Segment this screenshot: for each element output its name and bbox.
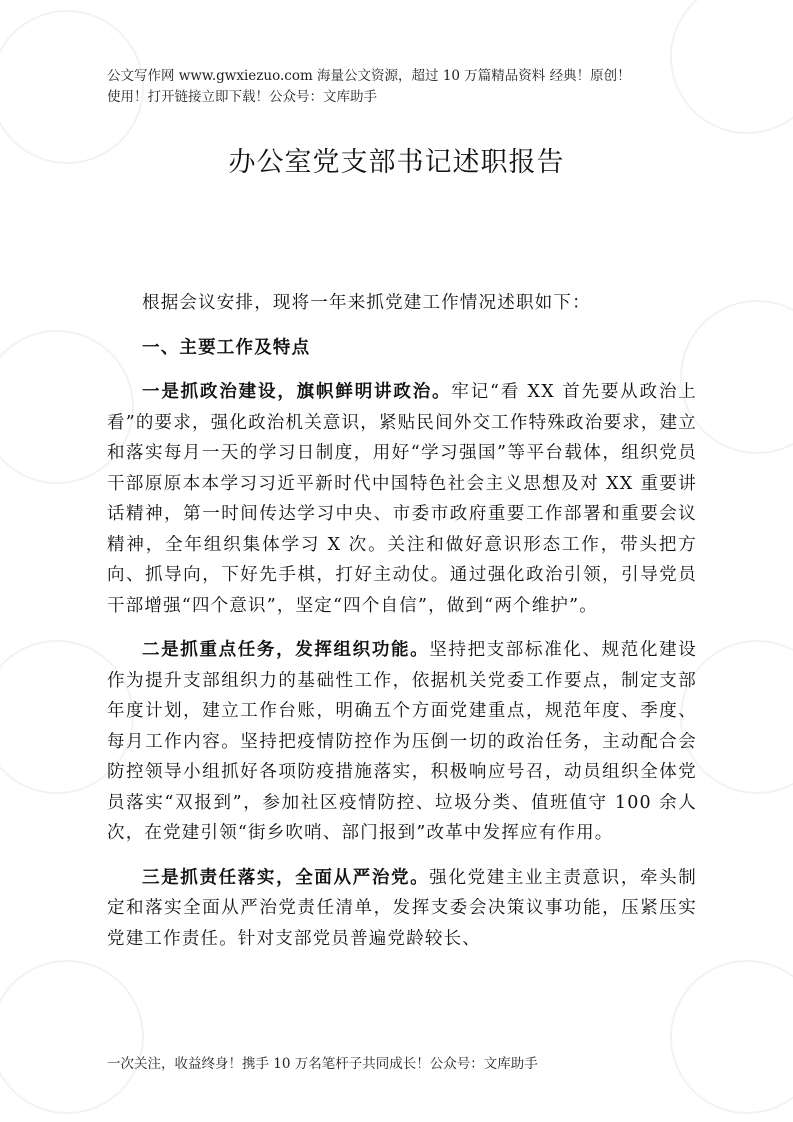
paragraph-text: 强化党建主业主责意识，牵头制定和落实全面从严治党责任清单，发挥支委会决策议事功能，压紧压实党建工作责任。针对支部党员普遍党龄较长、 bbox=[107, 867, 697, 949]
body-paragraph bbox=[107, 635, 697, 849]
body-paragraph bbox=[107, 863, 697, 955]
paragraph-text: 牢记“看 XX 首先要从政治上看”的要求，强化政治机关意识，紧贴民间外交工作特殊政治要求，建立和落实每月一天的学习日制度，用好“学习强国”等平台载体，组织党员干部原原本本学习习近平新时代中国特色社会主义思想及对 XX 重要讲话精神，第一时间传达学习中央、市委市政府重要工作部署和重要会议精神，全年组织集体学习 X 次。关注和做好意识形态工作，带头把方向、抓导向，下好先手棋，打好主动仗。通过强化政治引领，引导党员干部增强“四个意识”，坚定“四个自信”，做到“两个维护”。 bbox=[107, 382, 697, 616]
body-paragraph bbox=[107, 377, 697, 621]
document-body bbox=[107, 288, 697, 968]
document-title: 办公室党支部书记述职报告 bbox=[228, 147, 565, 178]
paragraph-lead: 三是抓责任落实，全面从严治党。 bbox=[142, 867, 430, 888]
page-header bbox=[107, 66, 697, 108]
header-line-2: 使用！打开链接立即下载！公众号：文库助手 bbox=[107, 89, 377, 105]
page-footer: 一次关注，收益终身！携手 10 万名笔杆子共同成长！公众号：文库助手 bbox=[107, 1056, 538, 1072]
intro-paragraph: 根据会议安排，现将一年来抓党建工作情况述职如下： bbox=[142, 293, 591, 313]
section-heading: 一、主要工作及特点 bbox=[142, 337, 311, 358]
paragraph-text: 坚持把支部标准化、规范化建设作为提升支部组织力的基础性工作，依据机关党委工作要点，制定支部年度计划，建立工作台账，明确五个方面党建重点，规范年度、季度、每月工作内容。坚持把疫情防控作为压倒一切的政治任务，主动配合会防控领导小组抓好各项防疫措施落实，积极响应号召，动员组织全体党员落实“双报到”，参加社区疫情防控、垃圾分类、值班值守 100 余人次，在党建引领“街乡吹哨、部门报到”改革中发挥应有作用。 bbox=[107, 640, 697, 843]
paragraph-lead: 一是抓政治建设，旗帜鲜明讲政治。 bbox=[142, 382, 452, 402]
header-line-1: 公文写作网 www.gwxiezuo.com 海量公文资源，超过 10 万篇精品资料 经典！原创！ bbox=[107, 68, 631, 84]
paragraph-lead: 二是抓重点任务，发挥组织功能。 bbox=[142, 640, 430, 660]
